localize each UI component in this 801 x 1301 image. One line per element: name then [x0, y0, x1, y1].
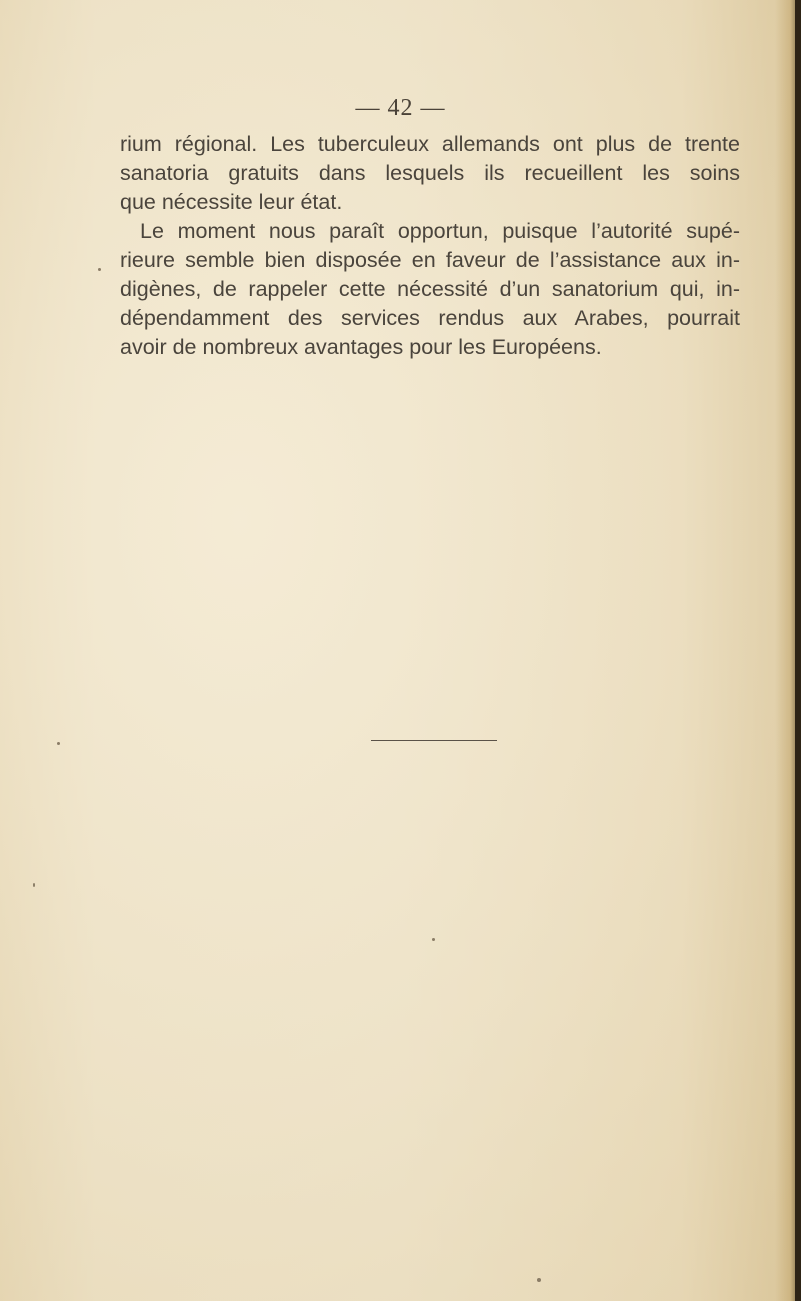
text-line-5: rieure semble bien disposée en faveur de l’assistance aux in-: [120, 248, 740, 272]
page-number: — 42 —: [355, 95, 446, 121]
body-text: [120, 130, 740, 362]
paper-speck: [33, 883, 35, 887]
paper-speck: [432, 938, 435, 941]
text-line-1: rium régional. Les tuberculeux allemands ont plus de trente: [120, 132, 740, 156]
paper-speck: [537, 1278, 541, 1282]
binding-edge: [795, 0, 801, 1301]
text-line-7: dépendamment des services rendus aux Arabes, pourrait: [120, 306, 740, 330]
text-line-8: avoir de nombreux avantages pour les Européens.: [120, 335, 602, 359]
text-line-2: sanatoria gratuits dans lesquels ils recueillent les soins: [120, 161, 740, 185]
text-line-6: digènes, de rappeler cette nécessité d’un sanatorium qui, in-: [120, 277, 740, 301]
text-line-4: Le moment nous paraît opportun, puisque l’autorité supé-: [140, 219, 740, 243]
text-line-3: que nécessite leur état.: [120, 190, 343, 214]
paper-speck: [57, 742, 60, 745]
paper-speck: [98, 268, 101, 271]
end-rule: [371, 740, 497, 741]
